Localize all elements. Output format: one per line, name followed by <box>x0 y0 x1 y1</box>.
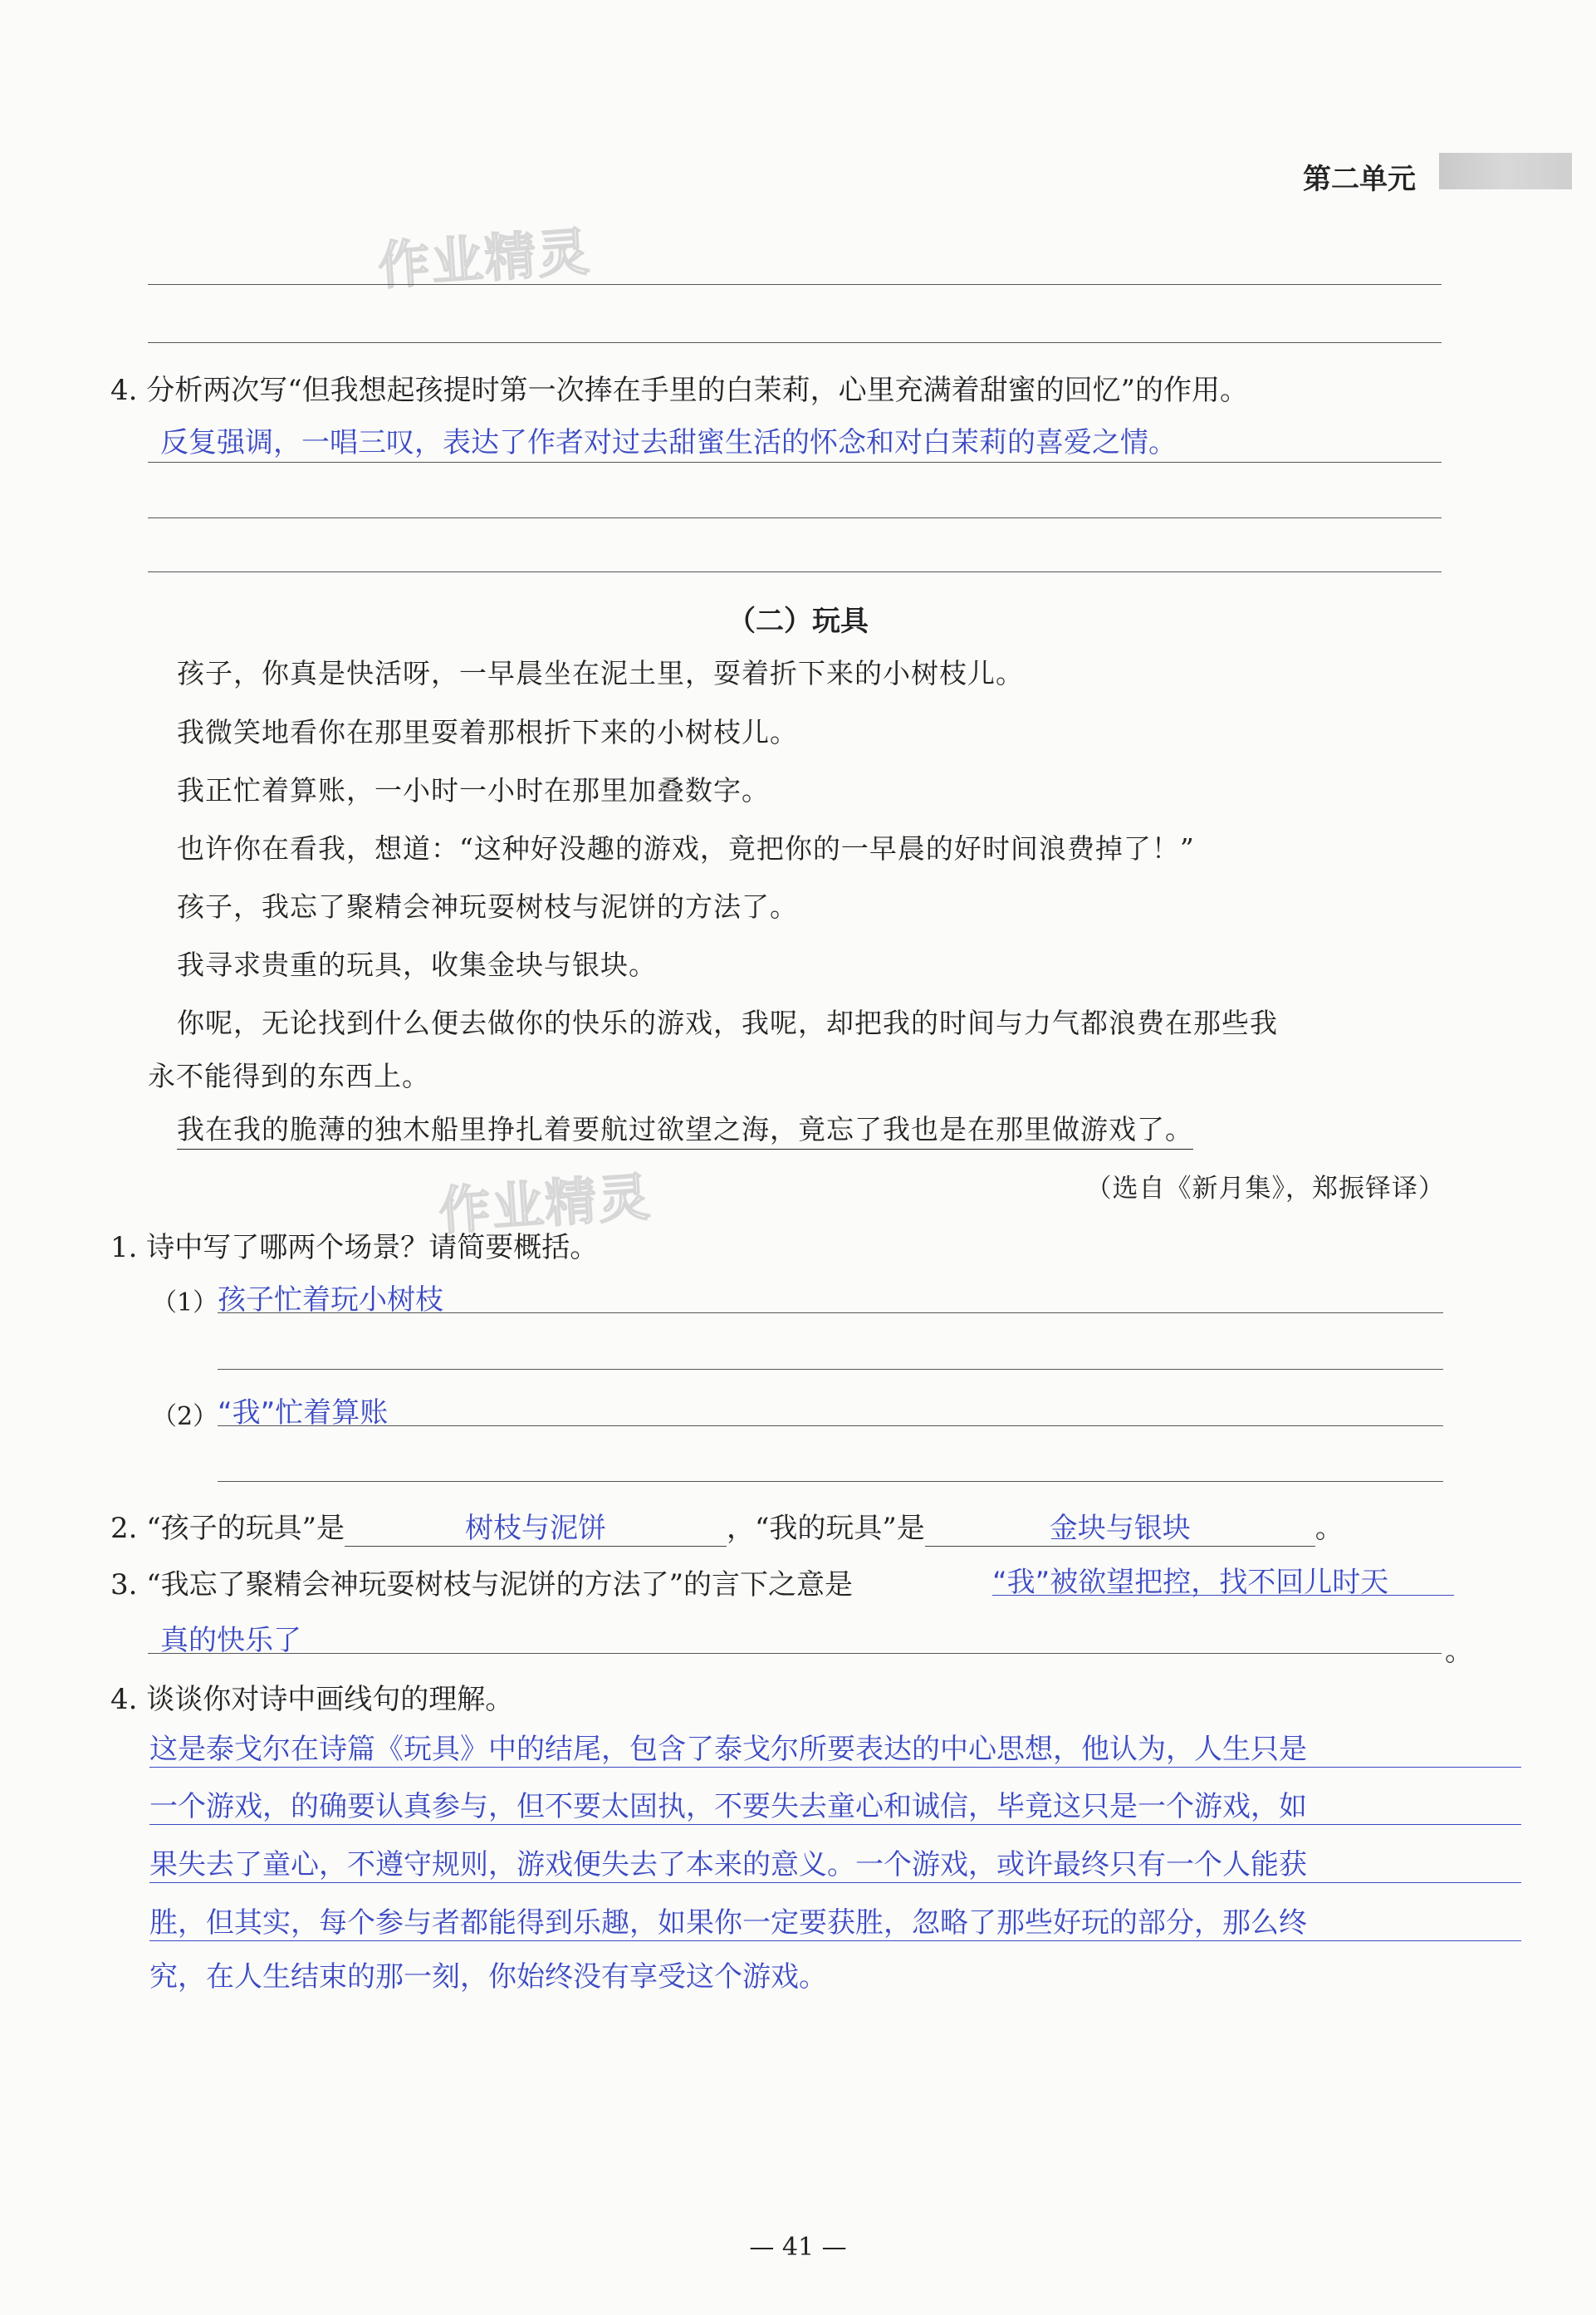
q2-part2: ，“我的玩具”是 <box>727 1512 925 1545</box>
answer-line <box>148 284 1442 285</box>
poem-line: 孩子，我忘了聚精会神玩耍树枝与泥饼的方法了。 <box>177 890 798 923</box>
answer-text: 孩子忙着玩小树枝 <box>218 1283 443 1317</box>
poem-line: 也许你在看我，想道：“这种好没趣的游戏，竟把你的一早晨的好时间浪费掉了！” <box>177 832 1195 865</box>
answer-text: 胜，但其实，每个参与者都能得到乐趣，如果你一定要获胜，忽略了那些好玩的部分，那么终 <box>149 1900 1521 1941</box>
answer-text: 一个游戏，的确要认真参与，但不要太固执，不要失去童心和诚信，毕竟这只是一个游戏，如 <box>149 1783 1521 1825</box>
poem-line: 我微笑地看你在那里耍着那根折下来的小树枝儿。 <box>177 716 798 748</box>
answer-text: 金块与银块 <box>925 1505 1315 1547</box>
answer-line <box>148 517 1442 518</box>
answer-text: 反复强调，一唱三叹，表达了作者对过去甜蜜生活的怀念和对白茉莉的喜爱之情。 <box>160 426 1177 459</box>
item-label: （2） <box>152 1402 218 1431</box>
poem-source: （选自《新月集》，郑振铎译） <box>1085 1174 1445 1204</box>
watermark: 作业精灵 <box>437 1166 654 1242</box>
poem-line: 我正忙着算账，一小时一小时在那里加叠数字。 <box>177 774 770 807</box>
poem-line: 孩子，你真是快活呀，一早晨坐在泥土里，耍着折下来的小树枝儿。 <box>177 657 1024 689</box>
answer-text: 究，在人生结束的那一刻，你始终没有享受这个游戏。 <box>149 1960 827 1994</box>
answer-text: “我”忙着算账 <box>218 1396 389 1430</box>
answer-text: 树枝与泥饼 <box>345 1505 727 1547</box>
item-label: （1） <box>152 1288 218 1317</box>
q2-part1: 2. “孩子的玩具”是 <box>110 1512 345 1545</box>
answer-line <box>992 1595 1454 1596</box>
answer-text: 果失去了童心，不遵守规则，游戏便失去了本来的意义。一个游戏，或许最终只有一个人能获 <box>149 1842 1521 1883</box>
section-title: （二）玩具 <box>727 605 869 638</box>
answer-line <box>148 462 1442 463</box>
question-2 <box>110 1505 1344 1547</box>
q3-end: 。 <box>1445 1635 1473 1668</box>
answer-text: 真的快乐了 <box>160 1624 301 1657</box>
unit-header-bar <box>1439 153 1572 189</box>
answer-line <box>218 1369 1443 1370</box>
question-3: 3. “我忘了聚精会神玩耍树枝与泥饼的方法了”的言下之意是 <box>110 1568 854 1601</box>
answer-line <box>218 1312 1443 1313</box>
page-number: — 41 — <box>749 2233 847 2262</box>
unit-label: 第二单元 <box>1303 163 1416 196</box>
answer-text: “我”被欲望把控，找不回儿时天 <box>992 1566 1389 1599</box>
watermark: 作业精灵 <box>376 221 593 297</box>
poem-line: 永不能得到的东西上。 <box>148 1060 430 1092</box>
poem-line: 你呢，无论找到什么便去做你的快乐的游戏，我呢，却把我的时间与力气都浪费在那些我 <box>177 1007 1278 1039</box>
answer-line <box>218 1425 1443 1426</box>
answer-line <box>148 571 1442 572</box>
answer-text: 这是泰戈尔在诗篇《玩具》中的结尾，包含了泰戈尔所要表达的中心思想，他认为，人生只是 <box>149 1726 1521 1768</box>
question-1: 1. 诗中写了哪两个场景？请简要概括。 <box>110 1231 599 1264</box>
question-4: 4. 谈谈你对诗中画线句的理解。 <box>110 1683 514 1716</box>
underlined-poem-line: 我在我的脆薄的独木船里挣扎着要航过欲望之海，竟忘了我也是在那里做游戏了。 <box>177 1108 1193 1150</box>
question-4-analysis: 4. 分析两次写“但我想起孩提时第一次捧在手里的白茉莉，心里充满着甜蜜的回忆”的作用。 <box>110 374 1249 407</box>
answer-line <box>148 342 1442 343</box>
poem-line: 我寻求贵重的玩具，收集金块与银块。 <box>177 949 657 981</box>
q2-end: 。 <box>1314 1512 1344 1545</box>
answer-line <box>148 1653 1442 1654</box>
answer-line <box>218 1481 1443 1482</box>
